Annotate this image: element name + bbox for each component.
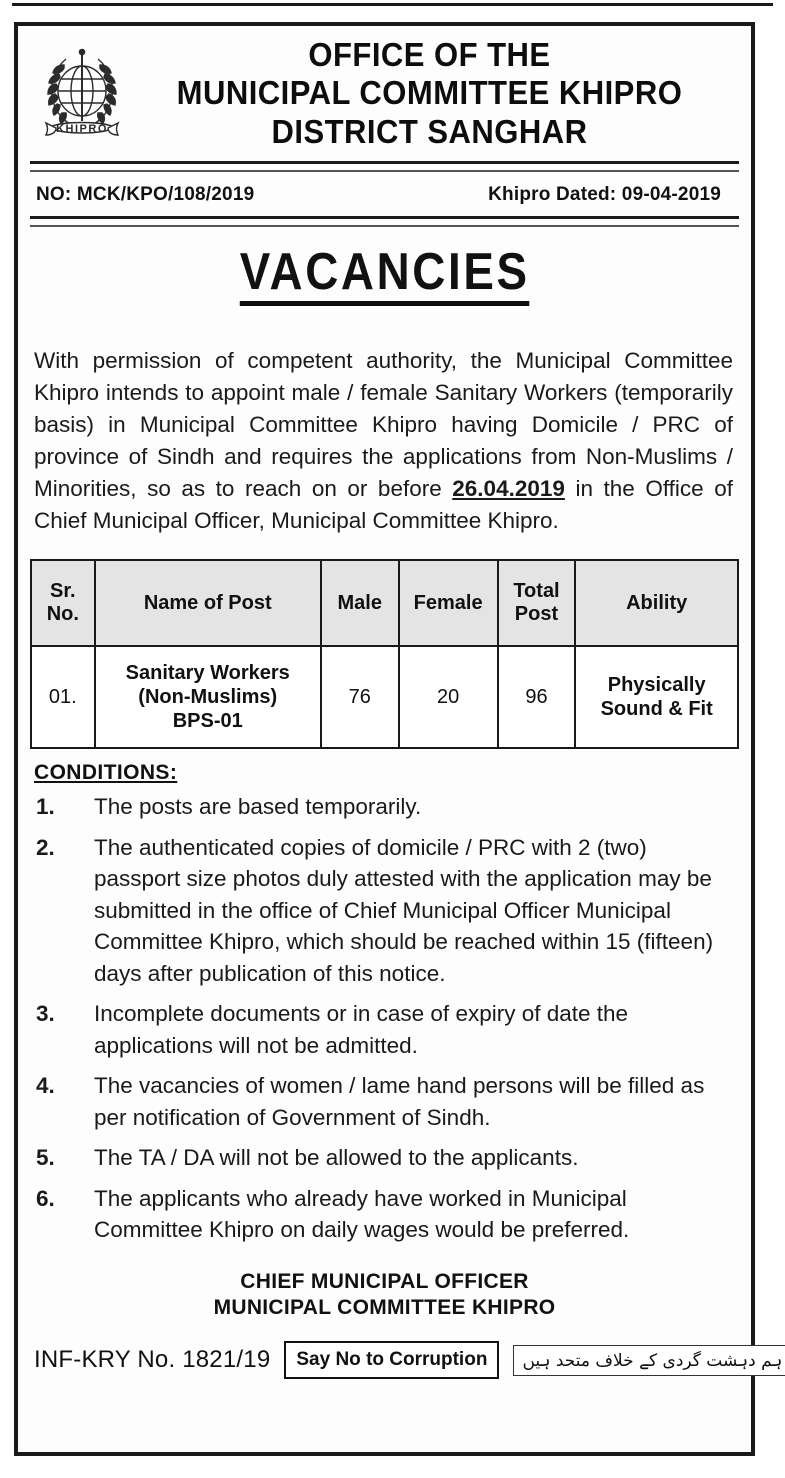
cell-female-count: 20 — [399, 646, 498, 748]
condition-number: 6. — [36, 1185, 55, 1211]
post-line-1: Sanitary Workers — [125, 662, 290, 685]
post-line-3: BPS-01 — [172, 710, 243, 733]
cell-name-of-post — [95, 646, 321, 748]
condition-number: 2. — [36, 834, 55, 860]
svg-text:KHIPRO: KHIPRO — [56, 123, 108, 136]
inf-reference-number: INF-KRY No. 1821/19 — [34, 1346, 271, 1374]
cell-sr-no: 01. — [31, 646, 95, 748]
condition-text: The applicants who already have worked in Municipal Committee Khipro on daily wages would be preferred. — [94, 1185, 630, 1243]
list-item — [34, 1142, 733, 1174]
list-item — [34, 832, 733, 990]
cell-male-count: 76 — [321, 646, 399, 748]
col-header-ability: Ability — [575, 560, 738, 646]
office-title-line-3: DISTRICT SANGHAR — [271, 112, 588, 150]
cell-total-count: 96 — [498, 646, 576, 748]
col-header-male: Male — [321, 560, 399, 646]
page-title-wrapper — [30, 227, 739, 317]
municipal-emblem-icon — [30, 43, 134, 143]
anti-corruption-slogan-box: Say No to Corruption — [284, 1341, 499, 1379]
signatory-office: MUNICIPAL COMMITTEE KHIPRO — [213, 1295, 556, 1319]
col-header-total-post: Total Post — [498, 560, 576, 646]
notice-body — [14, 22, 783, 1456]
condition-number: 1. — [36, 794, 55, 820]
condition-text: The authenticated copies of domicile / PRC with 2 (two) passport size photos duly attested with the application may be submitted in the office of Chief Municipal Officer Municipal Committee Khipro, which should be reached within 15 (fifteen) days after publication of this notice. — [94, 834, 714, 986]
condition-number: 4. — [36, 1073, 55, 1099]
reference-date: Khipro Dated: 09-04-2019 — [488, 183, 721, 205]
condition-text: Incomplete documents or in case of expiry of date the applications will not be admitted. — [94, 1001, 629, 1058]
page-title: VACANCIES — [240, 245, 530, 307]
office-title-block — [134, 36, 739, 151]
col-header-sr-no: Sr. No. — [31, 560, 95, 646]
list-item — [34, 1070, 733, 1133]
reference-number: NO: MCK/KPO/108/2019 — [36, 183, 255, 205]
header-divider — [30, 161, 739, 172]
table-row — [31, 646, 738, 748]
vacancy-table — [30, 559, 739, 749]
post-line-2: (Non-Muslims) — [138, 686, 278, 709]
office-title-line-1: OFFICE OF THE — [308, 36, 551, 73]
col-header-female: Female — [399, 560, 498, 646]
letterhead — [30, 26, 739, 155]
intro-paragraph — [30, 339, 739, 537]
application-deadline: 26.04.2019 — [452, 475, 565, 501]
condition-text: The TA / DA will not be allowed to the applicants. — [94, 1145, 579, 1171]
condition-number: 3. — [36, 1001, 55, 1027]
urdu-slogan-box: ہم دہشت گردی کے خلاف متحد ہیں — [513, 1345, 785, 1376]
list-item — [34, 998, 733, 1061]
cell-ability: Physically Sound & Fit — [575, 646, 738, 748]
condition-text: The posts are based temporarily. — [94, 794, 422, 820]
list-item — [34, 791, 733, 823]
condition-text: The vacancies of women / lame hand persons will be filled as per notification of Government of Sindh. — [94, 1073, 705, 1130]
footer — [30, 1321, 783, 1379]
reference-line — [30, 172, 739, 216]
list-item — [34, 1183, 733, 1246]
reference-divider — [30, 216, 739, 227]
col-header-name-of-post: Name of Post — [95, 560, 321, 646]
conditions-list — [30, 791, 739, 1246]
signatory-designation: CHIEF MUNICIPAL OFFICER — [240, 1269, 529, 1293]
conditions-heading: CONDITIONS: — [34, 761, 178, 785]
office-title-line-2: MUNICIPAL COMMITTEE KHIPRO — [176, 74, 683, 112]
table-header-row — [31, 560, 738, 646]
top-hairline — [12, 3, 773, 6]
intro-text-part-1: With permission of competent authority, the Municipal Committee Khipro intends to appoint male / female Sanitary Workers (temporarily basis) in Municipal Committee Khipro having Domicile / PRC of province of Sindh and requires the applications from Non-Muslims / Minorities, so as to reach on or before — [34, 347, 733, 501]
condition-number: 5. — [36, 1145, 55, 1171]
intro-text-part-2: in the Office of Chief Municipal Officer, Municipal Committee Khipro. — [34, 475, 733, 533]
signature-block — [30, 1255, 739, 1322]
